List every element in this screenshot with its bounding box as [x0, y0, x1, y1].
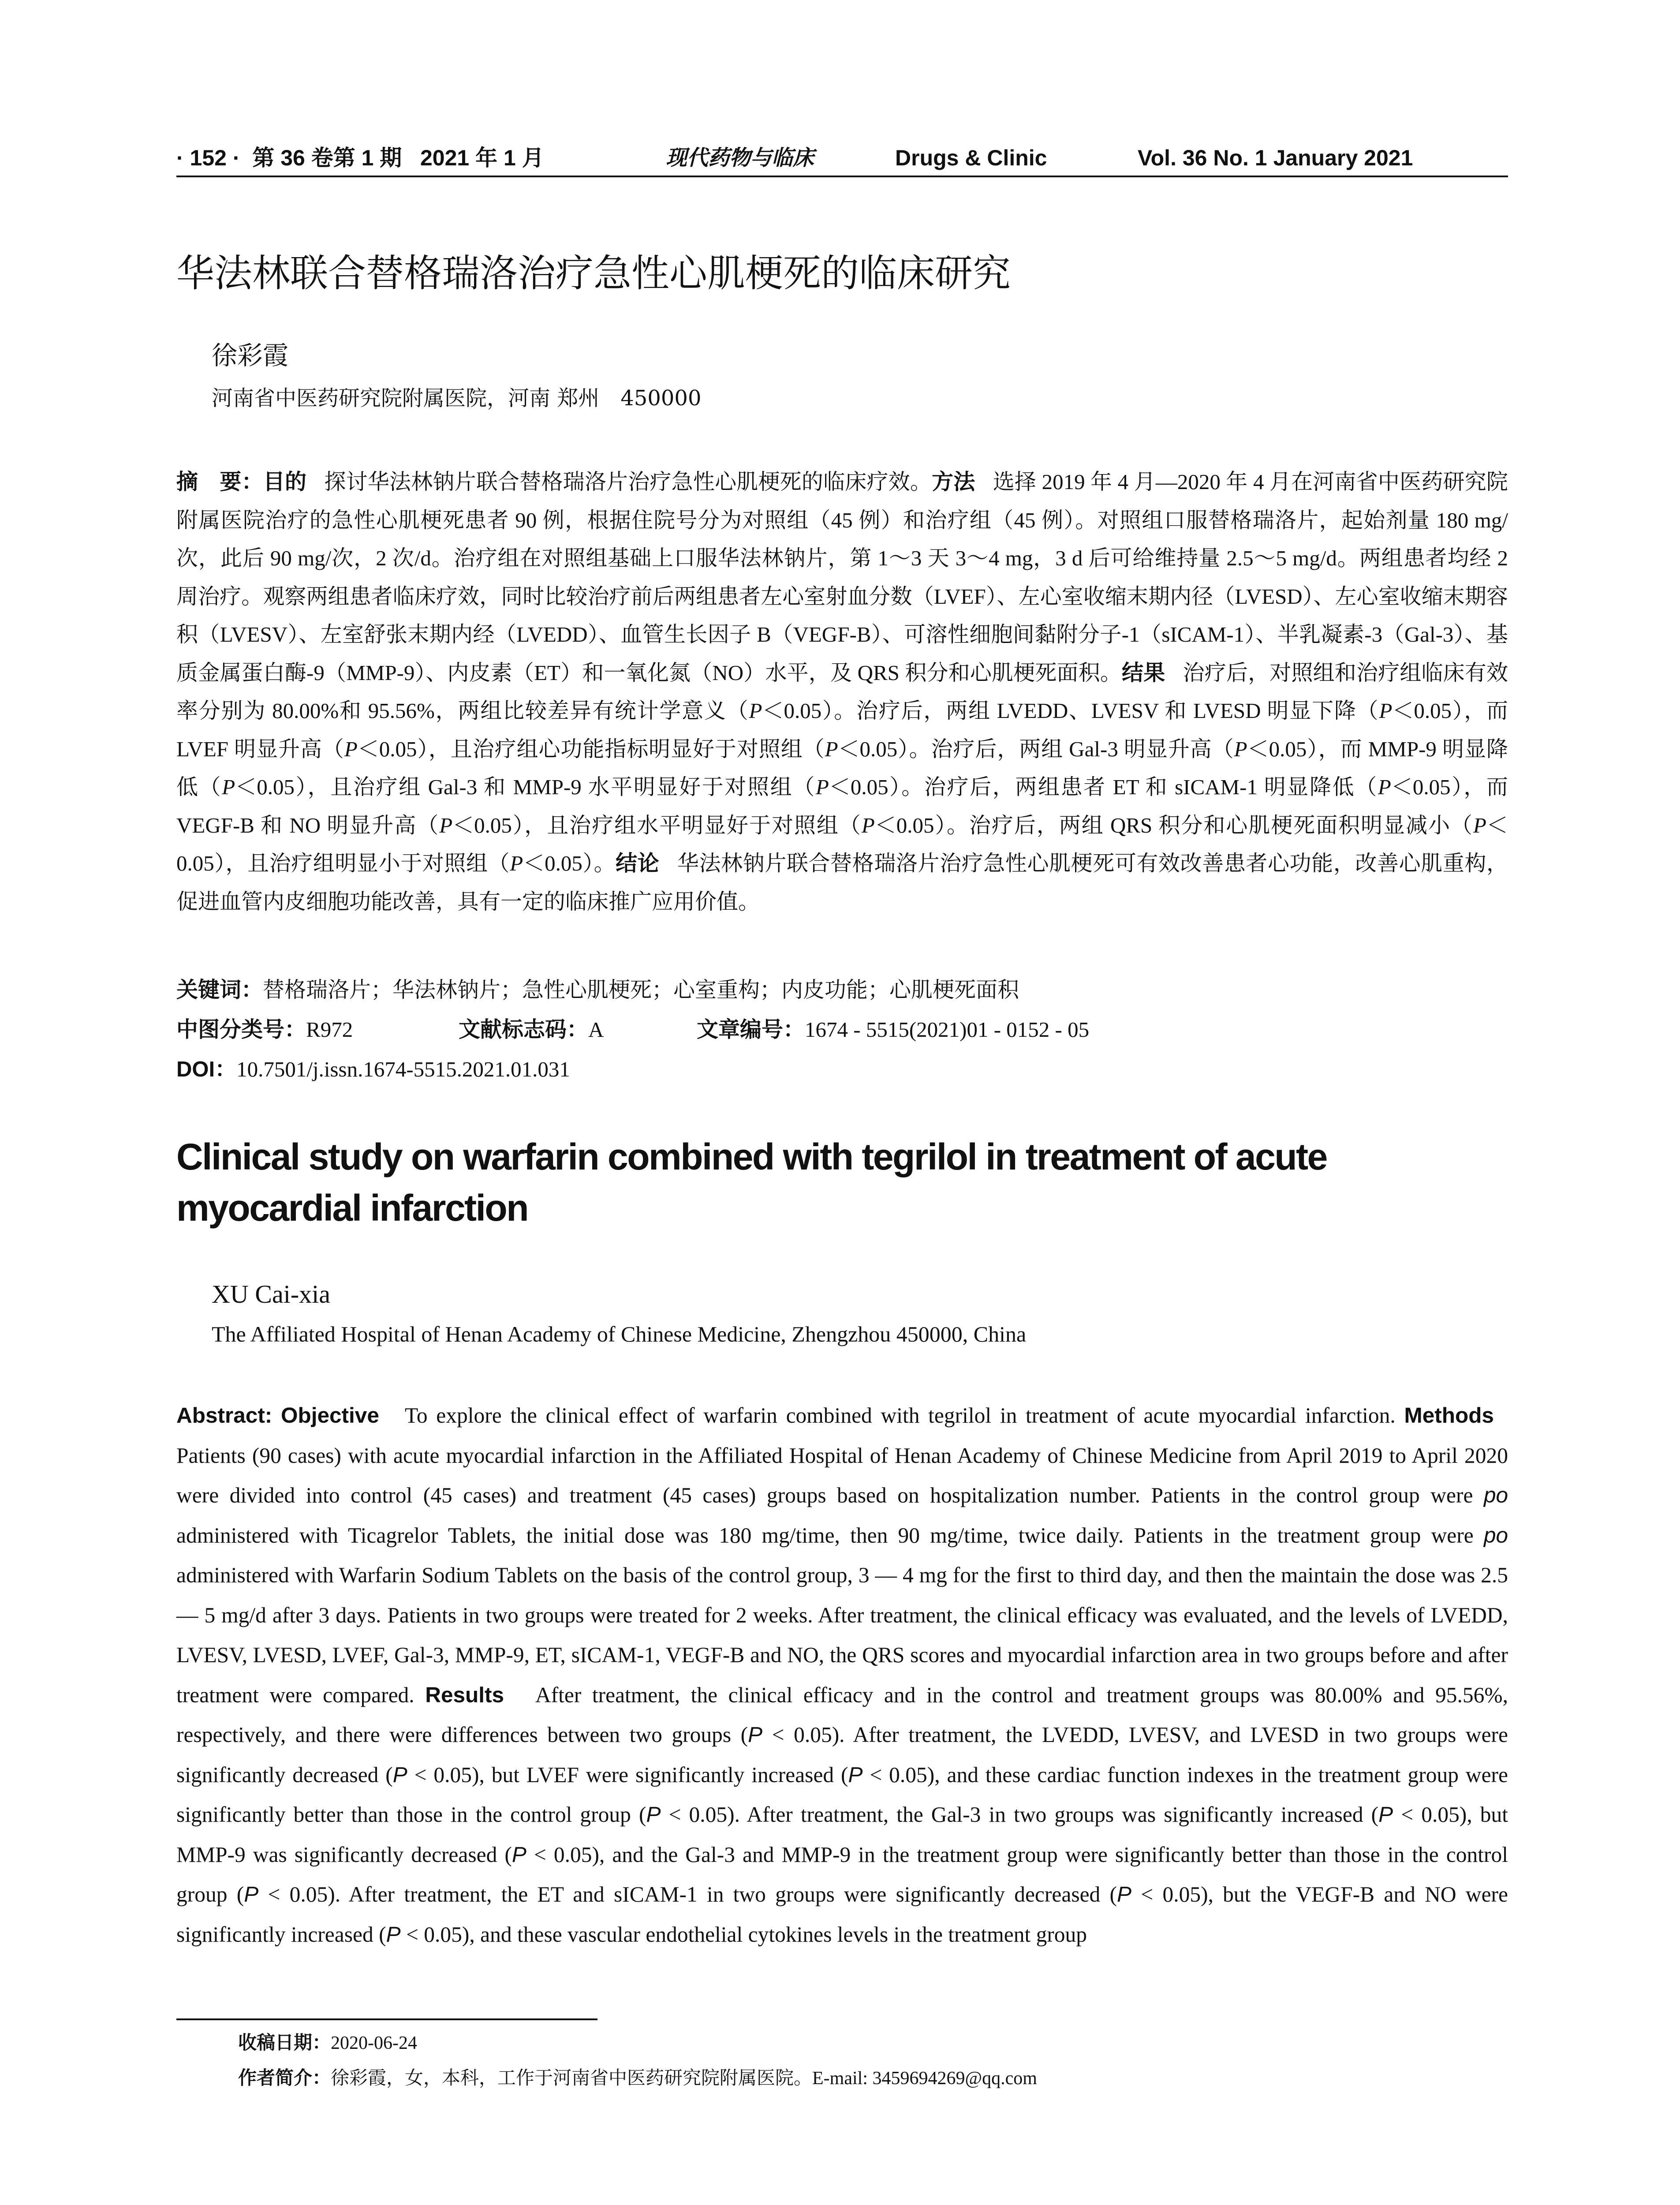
clc-value: R972	[306, 1017, 353, 1042]
doi-line	[176, 1052, 1508, 1087]
clc-label: 中图分类号：	[176, 1017, 306, 1042]
results-cn-text: ＜0.05）。治疗后，两组 LVEDD、LVESV 和 LVESD 明显下降（	[762, 699, 1379, 723]
results-cn-text: ＜0.05），且治疗组心功能指标明显好于对照组（	[357, 736, 825, 761]
header-journal-cn: 现代药物与临床	[666, 146, 814, 170]
footnote-author-bio	[238, 2064, 1517, 2093]
results-cn-text: ＜0.05）。治疗后，两组患者 ET 和 sICAM-1 明显降低（	[829, 775, 1378, 799]
conclusion-cn-text: 华法林钠片联合替格瑞洛片治疗急性心肌梗死可有效改善患者心功能，改善心肌重构，促进血管内皮细胞功能改善，具有一定的临床推广应用价值。	[176, 851, 1508, 914]
p-value-symbol: P	[244, 1882, 259, 1906]
p-value-symbol: P	[392, 1762, 407, 1787]
doi-label: DOI：	[176, 1058, 237, 1081]
p-value-symbol: P	[815, 775, 829, 799]
objective-cn-text: 探讨华法林钠片联合替格瑞洛片治疗急性心肌梗死的临床疗效。	[324, 470, 932, 494]
results-en-text: < 0.05). After treatment, the Gal-3 in two groups was significantly increased (	[668, 1802, 1379, 1827]
p-value-symbol: P	[510, 851, 523, 875]
results-cn-text: ＜0.05）。	[523, 851, 616, 875]
header-page-number: · 152 ·	[176, 146, 240, 170]
doc-code-label: 文献标志码：	[459, 1017, 589, 1042]
p-value-symbol: P	[1379, 699, 1393, 723]
results-cn-text: ＜0.05），而 VEGF-B 和 NO 明显升高（	[176, 775, 1508, 837]
p-value-symbol: P	[1378, 775, 1391, 799]
methods-cn-label: 方法	[932, 469, 975, 494]
keywords-cn-label: 关键词：	[176, 977, 263, 1002]
p-value-symbol: P	[1234, 736, 1247, 761]
methods-en-label: Methods	[1404, 1403, 1494, 1428]
p-value-symbol: P	[511, 1842, 526, 1867]
author-bio-text: 徐彩霞，女，本科，工作于河南省中医药研究院附属医院。E-mail: 3459694269@qq.com	[331, 2068, 1037, 2089]
results-cn-text: ＜0.05）。治疗后，两组 Gal-3 明显升高（	[838, 736, 1234, 761]
p-value-symbol: P	[749, 699, 762, 723]
keywords-cn-text: 替格瑞洛片；华法林钠片；急性心肌梗死；心室重构；内皮功能；心肌梗死面积	[263, 978, 1019, 1002]
abstract-en	[176, 1396, 1508, 1955]
results-en-text: < 0.05), and these cardiac function indexes in the treatment group were significantly better than those in the control group (	[176, 1762, 1508, 1827]
p-value-symbol: P	[1117, 1882, 1132, 1906]
received-date: 2020-06-24	[331, 2033, 417, 2053]
doc-code-value: A	[588, 1017, 604, 1042]
p-value-symbol: P	[825, 736, 838, 761]
received-label: 收稿日期：	[238, 2032, 331, 2053]
abstract-cn-label: 摘 要：	[176, 469, 263, 494]
header-journal-en: Drugs & Clinic	[895, 146, 1047, 170]
p-value-symbol: P	[646, 1802, 661, 1827]
results-en-text: < 0.05), but MMP-9 was significantly decreased (	[176, 1802, 1508, 1867]
objective-cn-label: 目的	[263, 469, 307, 494]
p-value-symbol: P	[848, 1762, 863, 1787]
header-volume-en: Vol. 36 No. 1 January 2021	[1138, 146, 1413, 170]
article-title-en: Clinical study on warfarin combined with tegrilol in treatment of acute myocardial infarction	[176, 1136, 1327, 1229]
p-value-symbol: P	[386, 1922, 401, 1947]
results-en-text: < 0.05), and the Gal-3 and MMP-9 in the treatment group were significantly better than those in the control group (	[176, 1842, 1508, 1906]
running-header	[176, 140, 1508, 177]
results-cn-text: ＜0.05）。治疗后，两组 QRS 积分和心肌梗死面积明显减小（	[874, 813, 1474, 837]
methods-en-text: administered with Warfarin Sodium Tablets on the basis of the control group, 3 — 4 mg for the first to third day, and then the maintain the dose was 2.5 — 5 mg/d after 3 days. Patients in two groups were treated for 2 weeks. After treatment, the clinical efficacy was evaluated, and the levels of LVEDD, LVESV, LVESD, LVEF, Gal-3, MMP-9, ET, sICAM-1, VEGF-B and NO, the QRS scores and myocardial infarction area in two groups before and after treatment were compared.	[176, 1563, 1508, 1707]
results-cn-text: ＜0.05），而 LVEF 明显升高（	[176, 699, 1508, 761]
conclusion-cn-label: 结论	[616, 851, 660, 876]
results-cn-text: ＜0.05），而 MMP-9 明显降低（	[176, 736, 1508, 799]
objective-en-label: Objective	[281, 1403, 379, 1428]
p-value-symbol: P	[222, 775, 235, 799]
keywords-cn	[176, 972, 1508, 1008]
author-bio-label: 作者简介：	[238, 2067, 331, 2089]
results-cn-text: ＜0.05），且治疗组明显小于对照组（	[176, 813, 1508, 875]
results-en-text: < 0.05). After treatment, the ET and sICAM-1 in two groups were significantly decreased (	[268, 1882, 1117, 1906]
header-volume-cn: 第 36 卷第 1 期	[252, 146, 402, 170]
article-number-group	[697, 1012, 1089, 1047]
affiliation-cn: 河南省中医药研究院附属医院，河南 郑州 450000	[212, 386, 702, 411]
doc-code-group	[459, 1012, 604, 1047]
methods-en-text: administered with Ticagrelor Tablets, the initial dose was 180 mg/time, then 90 mg/time, twice daily. Patients in the treatment group were	[176, 1523, 1474, 1547]
p-value-symbol: P	[861, 813, 875, 837]
results-cn-text: ＜0.05），且治疗组水平明显好于对照组（	[452, 813, 862, 837]
p-value-symbol: P	[1378, 1802, 1393, 1827]
po-abbrev: po	[1483, 1523, 1508, 1547]
abstract-cn	[176, 463, 1508, 921]
classification-line	[176, 1012, 1508, 1047]
po-abbrev: po	[1483, 1483, 1508, 1507]
results-cn-text: 治疗后，对照组和治疗组临床有效率分别为 80.00%和 95.56%，两组比较差异有统计学意义（	[176, 660, 1508, 723]
p-value-symbol: P	[1473, 813, 1486, 837]
results-cn-text: ＜0.05），且治疗组 Gal-3 和 MMP-9 水平明显好于对照组（	[235, 775, 816, 799]
author-en: XU Cai-xia	[212, 1280, 330, 1308]
results-en-text: < 0.05), but LVEF were significantly increased (	[414, 1762, 848, 1787]
article-title-cn: 华法林联合替格瑞洛治疗急性心肌梗死的临床研究	[176, 251, 1011, 295]
footnote-received	[238, 2029, 1517, 2057]
article-number-label: 文章编号：	[697, 1017, 805, 1042]
results-en-text: < 0.05), and these vascular endothelial cytokines levels in the treatment group	[406, 1922, 1087, 1947]
article-number-value: 1674 - 5515(2021)01 - 0152 - 05	[805, 1017, 1090, 1042]
affiliation-en: The Affiliated Hospital of Henan Academy of Chinese Medicine, Zhengzhou 450000, China	[212, 1322, 1027, 1346]
results-en-label: Results	[425, 1682, 504, 1707]
results-en-text: < 0.05). After treatment, the LVEDD, LVESV, and LVESD in two groups were significantly decreased (	[176, 1723, 1508, 1787]
footnote-divider	[176, 2018, 597, 2020]
methods-cn-text: 选择 2019 年 4 月—2020 年 4 月在河南省中医药研究院附属医院治疗的急性心肌梗死患者 90 例，根据住院号分为对照组（45 例）和治疗组（45 例）。对照组口服替格瑞洛片，起始剂量 180 mg/次，此后 90 mg/次，2 次/d。治疗组在对照组基础上口服华法林钠片，第 1～3 天 3～4 mg，3 d 后可给维持量 2.5～5 mg/d。两组患者均经 2 周治疗。观察两组患者临床疗效，同时比较治疗前后两组患者左心室射血分数（LVEF）、左心室收缩末期内径（LVESD）、左心室收缩末期容积（LVESV）、左室舒张末期内经（LVEDD）、血管生长因子 B（VEGF-B）、可溶性细胞间黏附分子-1（sICAM-1）、半乳凝素-3（Gal-3）、基质金属蛋白酶-9（MMP-9）、内皮素（ET）和一氧化氮（NO）水平，及 QRS 积分和心肌梗死面积。	[176, 470, 1508, 685]
results-cn-label: 结果	[1122, 660, 1165, 685]
p-value-symbol: P	[439, 813, 453, 837]
header-date-cn: 2021 年 1 月	[420, 146, 544, 170]
p-value-symbol: P	[748, 1723, 763, 1747]
header-page-info	[176, 140, 544, 176]
methods-en-text: Patients (90 cases) with acute myocardial infarction in the Affiliated Hospital of Henan Academy of Chinese Medicine from April 2019 to April 2020 were divided into control (45 cases) and treatment (45 cases) groups based on hospitalization number. Patients in the control group were	[176, 1443, 1508, 1507]
clc-group	[176, 1017, 353, 1042]
results-en-text: After treatment, the clinical efficacy and in the control and treatment groups was 80.00% and 95.56%, respectively, and there were differences between two groups (	[176, 1682, 1508, 1747]
author-cn: 徐彩霞	[212, 340, 289, 370]
abstract-en-label: Abstract:	[176, 1403, 273, 1428]
p-value-symbol: P	[344, 736, 358, 761]
objective-en-text: To explore the clinical effect of warfarin combined with tegrilol in treatment of acute myocardial infarction.	[405, 1403, 1396, 1428]
results-en-text: < 0.05), but the VEGF-B and NO were significantly increased (	[176, 1882, 1508, 1947]
doi-value[interactable]: 10.7501/j.issn.1674-5515.2021.01.031	[236, 1057, 570, 1081]
